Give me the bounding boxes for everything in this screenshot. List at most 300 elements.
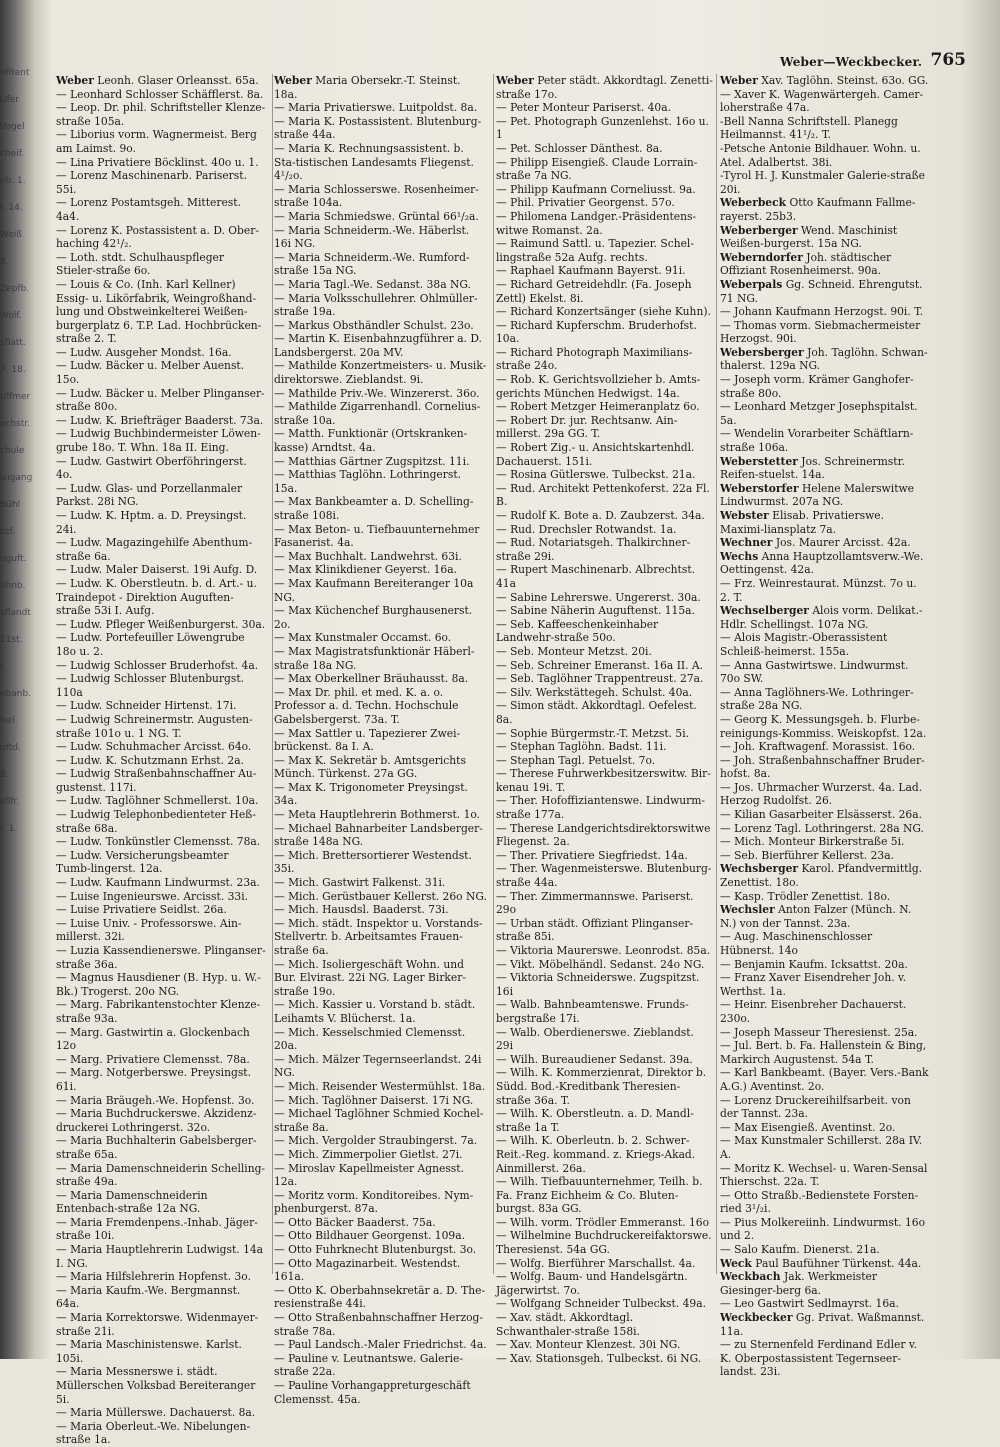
directory-entry xyxy=(56,876,266,890)
directory-entry xyxy=(274,958,487,999)
column-divider xyxy=(716,74,717,1274)
directory-entry xyxy=(720,1134,930,1161)
directory-entry xyxy=(496,740,713,754)
directory-entry xyxy=(56,1406,266,1420)
directory-entry xyxy=(496,563,713,590)
gutter-fragment: sflatt. xyxy=(0,338,26,348)
directory-entry xyxy=(56,224,266,251)
entry-text: — Moritz K. Wechsel- u. Waren-Sensal Thierschst. 22a. T. xyxy=(720,1161,928,1189)
entry-text: — Max Beton- u. Tiefbauunternehmer Fasanerist. 4a. xyxy=(274,522,480,550)
gutter-fragment: frei. xyxy=(0,716,18,726)
directory-entry xyxy=(720,998,930,1025)
directory-entry xyxy=(274,1162,487,1189)
entry-text: — Lorenz K. Postassistent a. D. Ober-haching 42¹/₂. xyxy=(56,223,259,251)
directory-entry xyxy=(720,427,930,454)
gutter-fragment: Zepfb. xyxy=(0,284,30,294)
entry-text: — Walb. Oberdienerswe. Zieblandst. 29i xyxy=(496,1025,694,1053)
entry-text: — Viktoria Maurerswe. Leonrodst. 85a. xyxy=(496,944,711,957)
entry-text: — Lorenz Tagl. Lothringerst. 28a NG. xyxy=(720,821,924,835)
directory-entry xyxy=(56,794,266,808)
gutter-fragment: chule xyxy=(0,446,25,456)
entry-text: — Stephan Tagl. Petuelst. 7o. xyxy=(496,753,656,767)
directory-entry xyxy=(274,1229,487,1243)
directory-entry xyxy=(274,1148,487,1162)
directory-entry xyxy=(720,196,930,223)
entry-text: — Rupert Maschinenarb. Albrechtst. 41a xyxy=(496,563,696,590)
entry-text: — Maria Buchdruckerswe. Akzidenz-druckerei Lothringerst. 32o. xyxy=(56,1107,257,1134)
directory-entry xyxy=(720,373,930,400)
directory-entry xyxy=(720,1162,930,1189)
directory-entry xyxy=(720,740,930,754)
entry-text: — Simon städt. Akkordtagl. Oefelest. 8a. xyxy=(496,699,697,726)
entry-text: — Max Magistratsfunktionär Häberl-straße 18a NG. xyxy=(274,644,475,672)
entry-text: — Ludw. Gastwirt Oberföhringerst. 4o. xyxy=(56,454,247,482)
entry-surname: Wechs xyxy=(720,549,759,563)
entry-text: — Sophie Bürgermstr.-T. Metzst. 5i. xyxy=(496,726,690,740)
directory-entry xyxy=(720,305,930,319)
directory-entry xyxy=(274,523,487,550)
directory-entry xyxy=(274,998,487,1025)
directory-entry xyxy=(274,903,487,917)
directory-entry xyxy=(56,835,266,849)
directory-entry xyxy=(56,169,266,196)
directory-entry xyxy=(496,1352,713,1366)
directory-entry xyxy=(56,156,266,170)
entry-text: — Anna Gastwirtswe. Lindwurmst. 70o SW. xyxy=(720,658,909,686)
entry-text: — Jos. Uhrmacher Wurzerst. 4a. Lad. Herzog Rudolfst. 26. xyxy=(720,780,923,808)
entry-text: Anton Falzer (Münch. N. N.) von der Tannst. 23a. xyxy=(720,903,912,930)
entry-text: — Mathilde Zigarrenhandl. Cornelius-straße 10a. xyxy=(274,400,481,427)
entry-surname: Weberstorfer xyxy=(720,481,799,495)
entry-text: — Johann Kaufmann Herzogst. 90i. T. xyxy=(720,305,924,319)
entry-text: — Seb. Kaffeeschenkeinhaber Landwehr-straße 50o. xyxy=(496,617,659,645)
directory-entry xyxy=(720,455,930,482)
directory-entry xyxy=(274,210,487,224)
directory-entry xyxy=(496,319,713,346)
directory-entry xyxy=(720,400,930,427)
gutter-fragment: cheif. xyxy=(0,149,25,159)
directory-entry xyxy=(496,1311,713,1338)
entry-text: — Phil. Privatier Georgenst. 57o. xyxy=(496,196,675,210)
directory-entry xyxy=(274,400,487,427)
directory-entry xyxy=(720,115,930,142)
entry-text: — Urban städt. Offiziant Plinganser-straße 85i. xyxy=(496,916,694,944)
entry-text: — Ther. Hofoffiziantenswe. Lindwurm-straße 177a. xyxy=(496,794,705,822)
entry-text: Maria Obersekr.-T. Steinst. 18a. xyxy=(274,74,461,101)
directory-entry xyxy=(56,618,266,632)
entry-text: — Lorenz Maschinenarb. Pariserst. 55i. xyxy=(56,169,247,196)
directory-entry xyxy=(496,414,713,441)
directory-entry xyxy=(274,1134,487,1148)
entry-text: — Wolfgang Schneider Tulbeckst. 49a. xyxy=(496,1297,706,1311)
directory-columns xyxy=(56,74,966,1447)
directory-entry xyxy=(720,1189,930,1216)
directory-entry xyxy=(496,115,713,142)
entry-surname: Weckbach xyxy=(720,1270,781,1284)
directory-entry xyxy=(720,224,930,251)
page-number: 765 xyxy=(930,50,966,70)
entry-text: Peter städt. Akkordtagl. Zenetti-straße 17o. xyxy=(496,74,713,101)
entry-surname: Webersberger xyxy=(720,345,804,359)
entry-text: — Wilh. K. Kommerzienrat, Direktor b. Südd. Bod.-Kreditbank Theresien-straße 36a. T. xyxy=(496,1066,707,1107)
entry-text: — Max Eisengieß. Aventinst. 2o. xyxy=(720,1120,896,1134)
entry-text: — Xaver K. Wagenwärtergeh. Camer-loherstraße 47a. xyxy=(720,87,924,115)
entry-text: Alois vorm. Delikat.-Hdlr. Schellingst. 107a NG. xyxy=(720,604,923,631)
entry-text: Helene Malerswitwe Lindwurmst. 207a NG. xyxy=(720,481,914,509)
directory-entry xyxy=(56,699,266,713)
entry-text: — Markus Obsthändler Schulst. 23o. xyxy=(274,318,474,332)
entry-text: — Kasp. Trödler Zenettist. 18o. xyxy=(720,889,891,903)
directory-entry xyxy=(496,998,713,1025)
directory-entry xyxy=(720,971,930,998)
directory-entry xyxy=(496,1175,713,1216)
directory-entry xyxy=(496,618,713,645)
directory-entry xyxy=(720,930,930,957)
entry-text: — Luzia Kassendienerswe. Plinganser-straße 36a. xyxy=(56,944,266,971)
directory-entry xyxy=(274,563,487,577)
gutter-fragment: I. 14. xyxy=(0,203,23,213)
gutter-fragment: Ufer xyxy=(0,95,19,105)
entry-text: — Ludw. Portefeuiller Löwengrube 18o u. 2. xyxy=(56,631,245,658)
entry-text: — Stephan Taglöhn. Badst. 11i. xyxy=(496,740,667,754)
directory-entry xyxy=(720,1338,930,1379)
entry-text: — Ludwig Buchbindermeister Löwen-grube 18o. T. Whn. 18a II. Eing. xyxy=(56,427,261,455)
directory-entry xyxy=(720,604,930,631)
directory-entry xyxy=(274,1257,487,1284)
entry-text: — Mich. Isoliergeschäft Wohn. und Bur. Elvirast. 22i NG. Lager Birker-straße 19o. xyxy=(274,957,466,998)
entry-text: — Pet. Schlosser Dänthest. 8a. xyxy=(496,141,663,155)
directory-entry xyxy=(720,1026,930,1040)
directory-entry xyxy=(56,196,266,223)
entry-text: — Karl Bankbeamt. (Bayer. Vers.-Bank A.G.) Aventinst. 2o. xyxy=(720,1066,929,1093)
directory-entry xyxy=(274,1026,487,1053)
directory-entry xyxy=(720,482,930,509)
directory-entry xyxy=(56,1311,266,1338)
entry-text: — Maria Schneiderm.-We. Häberlst. 16i NG. xyxy=(274,223,470,251)
column-divider xyxy=(493,74,494,1274)
directory-entry xyxy=(720,1257,930,1271)
entry-text: — Lina Privatiere Böcklinst. 40o u. 1. xyxy=(56,155,259,169)
directory-entry xyxy=(496,1134,713,1175)
entry-text: — Walb. Bahnbeamtenswe. Frunds-bergstraße 17i. xyxy=(496,998,689,1025)
entry-text: — Ther. Privatiere Siegfriedst. 14a. xyxy=(496,848,688,862)
directory-entry xyxy=(496,305,713,319)
entry-surname: Wechner xyxy=(720,536,773,550)
directory-entry xyxy=(496,468,713,482)
directory-entry xyxy=(274,74,487,101)
entry-text: — Ludwig Straßenbahnschaffner Au-gustenst. 117i. xyxy=(56,767,257,794)
column-2 xyxy=(274,74,487,1406)
directory-entry xyxy=(720,754,930,781)
entry-text: — Otto Fuhrknecht Blutenburgst. 3o. xyxy=(274,1243,477,1257)
entry-text: — Max Sattler u. Tapezierer Zwei-brückenst. 8a I. A. xyxy=(274,726,461,754)
entry-text: — Richard Kupferschm. Bruderhofst. 10a. xyxy=(496,318,697,346)
directory-entry xyxy=(56,917,266,944)
gutter-fragment: eb. 1. xyxy=(0,176,26,186)
entry-text: — Luise Ingenieurswe. Arcisst. 33i. xyxy=(56,889,249,903)
entry-text: — Joh. Straßenbahnschaffner Bruder-hofst. 8a. xyxy=(720,753,925,781)
entry-surname: Weber xyxy=(720,74,758,87)
directory-entry xyxy=(720,319,930,346)
gutter-fragment: ochstr. xyxy=(0,419,31,429)
entry-text: — Otto Bildhauer Georgenst. 109a. xyxy=(274,1229,465,1243)
directory-entry xyxy=(274,808,487,822)
entry-text: — Luise Univ. - Professorswe. Ain-millerst. 32i. xyxy=(56,916,242,944)
entry-text: — Pauline v. Leutnantswe. Galerie-straße 22a. xyxy=(274,1351,463,1379)
directory-entry xyxy=(496,1216,713,1230)
entry-text: -Tyrol H. J. Kunstmaler Galerie-straße 20i. xyxy=(720,169,926,196)
directory-entry xyxy=(274,101,487,115)
directory-entry xyxy=(720,849,930,863)
entry-text: — Ludw. Schneider Hirtenst. 17i. xyxy=(56,699,237,713)
entry-text: — Matthias Taglöhn. Lothringerst. 15a. xyxy=(274,468,462,495)
directory-entry xyxy=(720,251,930,278)
directory-entry xyxy=(496,699,713,726)
entry-text: -Petsche Antonie Bildhauer. Wohn. u. Atel. Adalbertst. 38i. xyxy=(720,141,921,169)
entry-text: — Leop. Dr. phil. Schriftsteller Klenze-straße 105a. xyxy=(56,101,266,128)
entry-surname: Wechselberger xyxy=(720,604,809,618)
directory-entry xyxy=(274,278,487,292)
directory-entry xyxy=(496,822,713,849)
entry-text: — Ludw. K. Schutzmann Erhst. 2a. xyxy=(56,753,244,767)
entry-text: — Louis & Co. (Inh. Karl Kellner) Essig- u. Likörfabrik, Weingroßhand-lung und Obstweinkelterei Weißen-burgerplatz 6. T.P. Lad. Hochbrücken-straße 2. T. xyxy=(56,277,262,346)
entry-text: — Wilh. vorm. Trödler Emmeranst. 16o xyxy=(496,1215,710,1229)
directory-entry xyxy=(56,1026,266,1053)
directory-entry xyxy=(56,808,266,835)
directory-entry xyxy=(496,1297,713,1311)
directory-entry xyxy=(56,631,266,658)
entry-text: — Ther. Zimmermannswe. Pariserst. 29o xyxy=(496,889,694,917)
entry-text: — Rud. Architekt Pettenkoferst. 22a Fl. B. xyxy=(496,481,710,509)
directory-entry xyxy=(720,74,930,88)
gutter-fragment: sflfr. xyxy=(0,797,20,807)
directory-entry xyxy=(56,754,266,768)
entry-text: — Jul. Bert. b. Fa. Hallenstein & Bing, Markirch Augustenst. 54a T. xyxy=(720,1039,927,1066)
directory-entry xyxy=(274,1189,487,1216)
entry-text: — Martin K. Eisenbahnzugführer a. D. Landsbergerst. 20a MV. xyxy=(274,332,482,359)
gutter-fragment: ebanb. xyxy=(0,689,32,699)
entry-text: — Matthias Gärtner Zugspitzst. 11i. xyxy=(274,454,470,468)
directory-entry xyxy=(56,1284,266,1311)
entry-text: — Robert Zig.- u. Ansichtskartenhdl. Dachauerst. 151i. xyxy=(496,441,695,468)
entry-text: — Mich. Taglöhner Daiserst. 17i NG. xyxy=(274,1093,474,1107)
entry-text: — Mich. Monteur Birkerstraße 5i. xyxy=(720,835,905,849)
entry-text: — Otto Bäcker Baaderst. 75a. xyxy=(274,1215,436,1229)
entry-text: — Ludw. K. Hptm. a. D. Preysingst. 24i. xyxy=(56,509,247,536)
directory-entry xyxy=(56,1270,266,1284)
gutter-fragment: Bühl xyxy=(0,500,21,510)
entry-text: — Maria Schmiedswe. Grüntal 66¹/₂a. xyxy=(274,209,479,223)
directory-entry xyxy=(496,400,713,414)
directory-entry xyxy=(274,455,487,469)
directory-entry xyxy=(56,659,266,673)
directory-entry xyxy=(274,495,487,522)
entry-text: — Wolfg. Baum- und Handelsgärtn. Jägerwirtst. 7o. xyxy=(496,1270,688,1297)
directory-entry xyxy=(496,604,713,618)
entry-text: — Aug. Maschinenschlosser Hübnerst. 14o xyxy=(720,930,873,957)
gutter-fragment: Ulfmer xyxy=(0,392,31,402)
directory-entry xyxy=(274,251,487,278)
entry-text: — Miroslav Kapellmeister Agnesst. 12a. xyxy=(274,1161,464,1189)
entry-text: Paul Baufühner Türkenst. 44a. xyxy=(755,1256,922,1270)
entry-text: — Seb. Schreiner Emeranst. 16a II. A. xyxy=(496,658,704,672)
directory-entry xyxy=(496,278,713,305)
directory-entry xyxy=(496,659,713,673)
entry-text: — Mich. Gastwirt Falkenst. 31i. xyxy=(274,876,446,890)
entry-text: — Joh. Kraftwagenf. Morassist. 16o. xyxy=(720,740,916,754)
column-4 xyxy=(720,74,930,1379)
entry-text: — Mich. Hausdsl. Baaderst. 73i. xyxy=(274,903,449,917)
directory-entry xyxy=(56,1216,266,1243)
entry-text: — Max K. Sekretär b. Amtsgerichts Münch. Türkenst. 27a GG. xyxy=(274,753,466,781)
entry-text: — Loth. stdt. Schulhauspfleger Stieler-straße 6o. xyxy=(56,250,224,278)
entry-text: — Leo Gastwirt Sedlmayrst. 16a. xyxy=(720,1297,899,1311)
directory-entry xyxy=(56,88,266,102)
directory-entry xyxy=(274,577,487,604)
directory-entry xyxy=(720,1039,930,1066)
directory-entry xyxy=(56,944,266,971)
directory-entry xyxy=(496,523,713,537)
gutter-fragment: uftd. xyxy=(0,743,21,753)
entry-text: — Seb. Taglöhner Trappentreust. 27a. xyxy=(496,672,704,686)
directory-entry xyxy=(496,1338,713,1352)
entry-text: — Ludw. Bäcker u. Melber Plinganser-straße 80o. xyxy=(56,386,265,414)
directory-entry xyxy=(496,794,713,821)
directory-entry xyxy=(720,1297,930,1311)
directory-entry xyxy=(496,373,713,400)
entry-text: — Richard Konzertsänger (siehe Kuhn). xyxy=(496,305,711,319)
entry-text: — Therese Landgerichtsdirektorswitwe Fliegenst. 2a. xyxy=(496,821,711,849)
directory-entry xyxy=(496,645,713,659)
directory-entry xyxy=(496,101,713,115)
entry-text: — Mich. Brettersortierer Westendst. 35i. xyxy=(274,848,472,876)
gutter-fragment: Weiß xyxy=(0,230,23,240)
directory-entry xyxy=(56,890,266,904)
entry-text: — Robert Metzger Heimeranplatz 6o. xyxy=(496,400,700,414)
directory-entry xyxy=(720,550,930,577)
entry-text: — Seb. Bierführer Kellerst. 23a. xyxy=(720,848,894,862)
directory-entry xyxy=(56,1162,266,1189)
entry-text: — Mich. Mälzer Tegernseerlandst. 24i NG. xyxy=(274,1052,482,1080)
entry-surname: Weberbeck xyxy=(720,196,787,210)
directory-entry xyxy=(56,1365,266,1406)
directory-entry xyxy=(274,917,487,958)
entry-text: — Max Buchhalt. Landwehrst. 63i. xyxy=(274,549,462,563)
entry-text: — Maria Schneiderm.-We. Rumford-straße 15a NG. xyxy=(274,250,470,278)
entry-text: — Wilh. K. Oberleutn. b. 2. Schwer-Reit.-Reg. kommand. z. Kriegs-Akad. Ainmillerst. 26a. xyxy=(496,1134,696,1175)
entry-text: — Moritz vorm. Konditoreibes. Nym-phenburgerst. 87a. xyxy=(274,1188,474,1216)
entry-text: — Maria Maschinistenswe. Karlst. 105i. xyxy=(56,1338,242,1365)
entry-text: Xav. Taglöhn. Steinst. 63o. GG. xyxy=(761,74,929,87)
entry-text: — Ludw. Glas- und Porzellanmaler Parkst. 28i NG. xyxy=(56,481,243,509)
entry-text: — Maria Korrektorswe. Widenmayer-straße 21i. xyxy=(56,1311,259,1338)
directory-entry xyxy=(56,251,266,278)
entry-text: Anna Hauptzollamtsverw.-We. Oettingenst. 42a. xyxy=(720,549,924,577)
directory-entry xyxy=(720,536,930,550)
directory-entry xyxy=(274,781,487,808)
entry-text: — Ludw. K. Briefträger Baaderst. 73a. xyxy=(56,413,264,427)
entry-text: — Rob. K. Gerichtsvollzieher b. Amts-gerichts München Hedwigst. 14a. xyxy=(496,373,701,400)
directory-entry xyxy=(56,767,266,794)
entry-text: — Ludwig Schlosser Blutenburgst. 110a xyxy=(56,672,245,699)
entry-text: — Therese Fuhrwerkbesitzerswitw. Bir-kenau 19i. T. xyxy=(496,767,711,794)
directory-entry xyxy=(496,237,713,264)
directory-entry xyxy=(274,1284,487,1311)
entry-text: — Matth. Funktionär (Ortskranken-kasse) Arndtst. 4a. xyxy=(274,427,468,455)
entry-text: Joh. Taglöhn. Schwan-thalerst. 129a NG. xyxy=(720,345,928,373)
entry-text: — Leonhard Schlosser Schäfflerst. 8a. xyxy=(56,87,264,101)
entry-text: — Maria K. Rechnungsassistent. b. Sta-tistischen Landesamts Fliegenst. 4¹/₂o. xyxy=(274,141,474,183)
entry-surname: Weber xyxy=(56,74,94,87)
entry-text: — Meta Hauptlehrerin Bothmerst. 1o. xyxy=(274,808,481,822)
entry-text: — Xav. Stationsgeh. Tulbeckst. 6i NG. xyxy=(496,1351,702,1365)
entry-text: Jos. Maurer Arcisst. 42a. xyxy=(775,536,911,550)
entry-text: Elisab. Privatierswe. Maximi-liansplatz 7a. xyxy=(720,509,884,536)
directory-entry xyxy=(720,346,930,373)
entry-text: Wend. Maschinist Weißen-burgerst. 15a NG. xyxy=(720,223,898,251)
directory-entry xyxy=(274,1080,487,1094)
directory-entry xyxy=(496,591,713,605)
entry-text: — Raphael Kaufmann Bayerst. 91i. xyxy=(496,264,686,278)
gutter-fragment: 8. xyxy=(0,770,9,780)
directory-entry xyxy=(496,958,713,972)
entry-text: — Mathilde Priv.-We. Winzererst. 36o. xyxy=(274,386,480,400)
entry-text: — Wilh. K. Oberstleutn. a. D. Mandl-straße 1a T. xyxy=(496,1107,694,1134)
entry-text: — Mich. Zimmerpolier Gietlst. 27i. xyxy=(274,1147,463,1161)
entry-text: — Franz Xaver Eisendreher Joh. v. Werthst. 1a. xyxy=(720,971,907,998)
entry-text: — Peter Monteur Pariserst. 40a. xyxy=(496,101,671,115)
entry-text: Otto Kaufmann Fallme-rayerst. 25b3. xyxy=(720,196,916,223)
entry-text: Jos. Schreinermstr. Reifen-stuelst. 14a. xyxy=(720,454,905,482)
directory-entry xyxy=(274,672,487,686)
entry-text: — Wilhelmine Buchdruckereifaktorswe. Theresienst. 54a GG. xyxy=(496,1229,712,1257)
entry-text: — Michael Taglöhner Schmied Kochel-straße 8a. xyxy=(274,1107,484,1134)
directory-entry xyxy=(56,672,266,699)
entry-text: — Mich. Kesselschmied Clemensst. 20a. xyxy=(274,1025,466,1053)
directory-entry xyxy=(496,183,713,197)
entry-text: — Ludwig Schlosser Bruderhofst. 4a. xyxy=(56,658,259,672)
directory-entry xyxy=(56,455,266,482)
entry-text: — Ludw. Taglöhner Schmellerst. 10a. xyxy=(56,794,259,808)
entry-text: — Otto K. Oberbahnsekretär a. D. The-resienstraße 44i. xyxy=(274,1283,486,1311)
directory-entry xyxy=(56,359,266,386)
directory-entry xyxy=(720,822,930,836)
entry-text: — Ther. Wagenmeisterswe. Blutenburg-straße 44a. xyxy=(496,862,712,890)
directory-entry xyxy=(720,509,930,536)
running-head: Weber—Weckbecker. xyxy=(780,55,923,69)
entry-text: — Sabine Näherin Auguftenst. 115a. xyxy=(496,604,695,618)
directory-entry xyxy=(274,1352,487,1379)
directory-entry xyxy=(496,971,713,998)
directory-entry xyxy=(274,890,487,904)
directory-entry xyxy=(274,1094,487,1108)
entry-text: — Pet. Photograph Gunzenlehst. 16o u. 1 xyxy=(496,114,709,142)
entry-text: — Kilian Gasarbeiter Elsässerst. 26a. xyxy=(720,808,922,822)
directory-entry xyxy=(56,1134,266,1161)
entry-surname: Weber xyxy=(496,74,534,87)
directory-entry xyxy=(56,128,266,155)
column-3 xyxy=(496,74,713,1365)
directory-entry xyxy=(56,74,266,88)
directory-entry xyxy=(496,74,713,101)
entry-text: — Ludw. Pfleger Weißenburgerst. 30a. xyxy=(56,617,266,631)
entry-text: — Max Bankbeamter a. D. Schelling-straße 108i. xyxy=(274,495,474,522)
entry-text: — Maria Privatierswe. Luitpoldst. 8a. xyxy=(274,101,478,115)
gutter-fragment: Wolf. xyxy=(0,311,22,321)
entry-text: — Magnus Hausdiener (B. Hyp. u. W.-Bk.) Trogerst. 20o NG. xyxy=(56,971,261,998)
directory-entry xyxy=(274,427,487,454)
directory-entry xyxy=(56,346,266,360)
